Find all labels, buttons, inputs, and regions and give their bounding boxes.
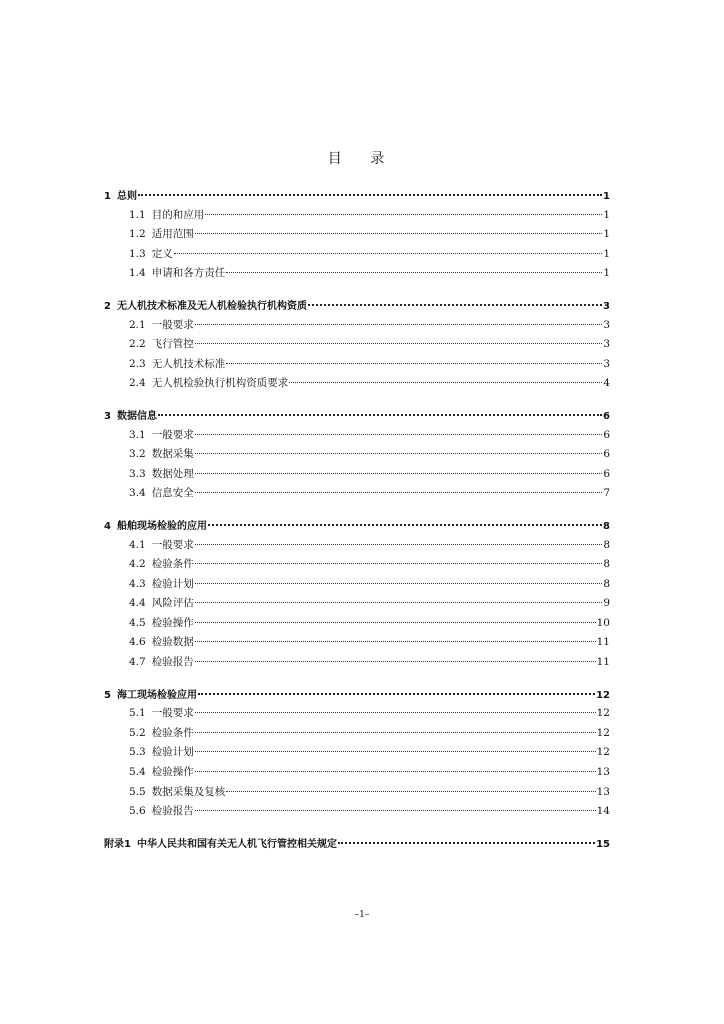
toc-entry-label: 总则	[116, 191, 137, 202]
toc-entry-number: 5.2	[129, 726, 146, 739]
toc-entry-number: 4.3	[129, 577, 146, 590]
toc-section	[104, 407, 610, 505]
toc-entry-page: 1	[603, 247, 610, 260]
toc-entry-label: 申请和各方责任	[151, 267, 226, 280]
toc-section	[104, 297, 610, 395]
toc-entry-page: 12	[596, 689, 610, 701]
toc-entry-page: 6	[603, 448, 610, 461]
toc-dot-leader	[195, 434, 603, 435]
toc-entry-page: 10	[596, 616, 610, 629]
toc-entry-label: 检验操作	[151, 616, 194, 629]
toc-entry-label: 无人机技术标准	[151, 357, 226, 370]
toc-entry-page: 1	[603, 191, 610, 202]
toc-chapter-entry[interactable]	[104, 407, 610, 427]
toc-entry-number: 2.3	[129, 357, 146, 370]
toc-subsection-entry[interactable]	[104, 634, 610, 654]
toc-section	[104, 686, 610, 823]
toc-dot-leader	[195, 661, 596, 662]
toc-dot-leader	[195, 324, 603, 325]
toc-entry-label: 数据处理	[151, 467, 194, 480]
toc-entry-number: 4.2	[129, 558, 146, 571]
toc-entry-number: 4.7	[129, 656, 146, 669]
toc-subsection-entry[interactable]	[104, 485, 610, 505]
toc-entry-label: 一般要求	[151, 318, 194, 331]
toc-subsection-entry[interactable]	[104, 356, 610, 376]
toc-entry-page: 13	[596, 766, 610, 779]
toc-subsection-entry[interactable]	[104, 615, 610, 635]
toc-dot-leader	[208, 524, 602, 526]
toc-entry-label: 适用范围	[151, 228, 194, 241]
toc-entry-number: 5.1	[129, 707, 146, 720]
toc-entry-label: 目的和应用	[151, 208, 205, 221]
toc-dot-leader	[195, 343, 603, 344]
toc-dot-leader	[195, 641, 596, 642]
toc-section	[104, 517, 610, 674]
toc-dot-leader	[195, 492, 603, 493]
toc-dot-leader	[195, 233, 603, 234]
toc-entry-label: 中华人民共和国有关无人机飞行管控相关规定	[136, 838, 337, 850]
toc-subsection-entry[interactable]	[104, 725, 610, 745]
toc-subsection-entry[interactable]	[104, 265, 610, 285]
toc-entry-label: 船舶现场检验的应用	[116, 520, 207, 532]
toc-entry-number: 4	[104, 520, 111, 532]
toc-entry-page: 3	[603, 338, 610, 351]
toc-entry-label: 海工现场检验应用	[116, 689, 197, 701]
toc-entry-label: 一般要求	[151, 428, 194, 441]
toc-entry-page: 15	[596, 838, 610, 850]
toc-entry-label: 信息安全	[151, 487, 194, 500]
toc-entry-label: 无人机检验执行机构资质要求	[151, 377, 289, 390]
toc-entry-page: 6	[603, 467, 610, 480]
toc-entry-number: 2.2	[129, 338, 146, 351]
toc-subsection-entry[interactable]	[104, 466, 610, 486]
toc-dot-leader	[195, 622, 596, 623]
toc-entry-label: 风险评估	[151, 597, 194, 610]
toc-chapter-entry[interactable]	[104, 517, 610, 537]
toc-entry-page: 14	[596, 805, 610, 818]
toc-title: 目 录	[327, 151, 397, 167]
toc-entry-page: 4	[603, 377, 610, 390]
toc-subsection-entry[interactable]	[104, 246, 610, 266]
toc-entry-number: 5.6	[129, 805, 146, 818]
toc-entry-label: 一般要求	[151, 538, 194, 551]
toc-dot-leader	[195, 583, 603, 584]
toc-subsection-entry[interactable]	[104, 654, 610, 674]
toc-entry-number: 1.2	[129, 228, 146, 241]
toc-entry-page: 12	[596, 707, 610, 720]
toc-entry-number: 附录1	[104, 838, 131, 850]
toc-entry-label: 检验条件	[151, 726, 194, 739]
toc-subsection-entry[interactable]	[104, 556, 610, 576]
toc-dot-leader	[338, 842, 595, 844]
toc-entry-number: 2.1	[129, 318, 146, 331]
toc-entry-number: 4.5	[129, 616, 146, 629]
toc-entry-label: 无人机技术标准及无人机检验执行机构资质	[116, 300, 307, 312]
toc-dot-leader	[195, 751, 596, 752]
toc-entry-number: 3.1	[129, 428, 146, 441]
toc-dot-leader	[226, 272, 602, 273]
toc-entry-number: 5.4	[129, 766, 146, 779]
toc-entry-number: 3.2	[129, 448, 146, 461]
toc-dot-leader	[195, 544, 603, 545]
toc-dot-leader	[195, 771, 596, 772]
toc-entry-page: 6	[603, 410, 610, 422]
toc-entry-number: 4.1	[129, 538, 146, 551]
toc-entry-page: 9	[603, 597, 610, 610]
toc-entry-number: 1	[104, 191, 111, 202]
toc-section	[104, 835, 610, 855]
toc-subsection-entry[interactable]	[104, 427, 610, 447]
toc-entry-page: 12	[596, 726, 610, 739]
toc-dot-leader	[195, 810, 596, 811]
toc-entry-number: 1.1	[129, 208, 146, 221]
toc-entry-page: 1	[603, 208, 610, 221]
toc-entry-page: 3	[603, 318, 610, 331]
toc-entry-page: 7	[603, 487, 610, 500]
toc-dot-leader	[158, 414, 602, 416]
toc-entry-page: 8	[603, 577, 610, 590]
toc-chapter-entry[interactable]	[104, 835, 610, 855]
toc-subsection-entry[interactable]	[104, 226, 610, 246]
toc-dot-leader	[198, 693, 595, 695]
toc-entry-label: 检验数据	[151, 636, 194, 649]
toc-dot-leader	[195, 732, 596, 733]
toc-entry-page: 8	[603, 520, 610, 532]
toc-subsection-entry[interactable]	[104, 764, 610, 784]
toc-entry-label: 数据采集	[151, 448, 194, 461]
toc-entry-number: 3	[104, 410, 111, 422]
toc-entry-page: 3	[603, 300, 610, 312]
toc-chapter-entry[interactable]	[104, 297, 610, 317]
toc-dot-leader	[195, 473, 603, 474]
toc-subsection-entry[interactable]	[104, 576, 610, 596]
toc-subsection-entry[interactable]	[104, 595, 610, 615]
toc-dot-leader	[195, 712, 596, 713]
toc-entry-page: 13	[596, 785, 610, 798]
toc-entry-page: 1	[603, 267, 610, 280]
toc-entry-number: 3.4	[129, 487, 146, 500]
toc-subsection-entry[interactable]	[104, 207, 610, 227]
toc-entry-number: 5	[104, 689, 111, 701]
toc-dot-leader	[308, 304, 602, 306]
toc-entry-number: 5.5	[129, 785, 146, 798]
toc-dot-leader	[226, 363, 602, 364]
toc-subsection-entry[interactable]	[104, 744, 610, 764]
toc-subsection-entry[interactable]	[104, 537, 610, 557]
toc-entry-page: 12	[596, 746, 610, 759]
toc-dot-leader	[205, 214, 602, 215]
toc-entry-label: 飞行管控	[151, 338, 194, 351]
toc-section	[104, 187, 610, 285]
toc-entry-number: 3.3	[129, 467, 146, 480]
page-number: –1–	[354, 910, 370, 920]
toc-dot-leader	[195, 563, 603, 564]
toc-dot-leader	[138, 194, 602, 196]
toc-entry-label: 数据信息	[116, 410, 157, 422]
toc-subsection-entry[interactable]	[104, 784, 610, 804]
toc-subsection-entry[interactable]	[104, 446, 610, 466]
toc-entry-page: 8	[603, 538, 610, 551]
toc-dot-leader	[195, 453, 603, 454]
toc-entry-page: 11	[596, 636, 610, 649]
toc-subsection-entry[interactable]	[104, 705, 610, 725]
toc-subsection-entry[interactable]	[104, 317, 610, 337]
toc-entry-page: 11	[596, 656, 610, 669]
toc-chapter-entry[interactable]	[104, 686, 610, 706]
toc-entry-page: 1	[603, 228, 610, 241]
toc-entry-number: 4.4	[129, 597, 146, 610]
toc-entry-label: 检验计划	[151, 746, 194, 759]
toc-entry-number: 4.6	[129, 636, 146, 649]
toc-entry-label: 检验条件	[151, 558, 194, 571]
toc-subsection-entry[interactable]	[104, 375, 610, 395]
toc-entry-number: 2	[104, 300, 111, 312]
toc-dot-leader	[174, 253, 603, 254]
toc-entry-number: 1.3	[129, 247, 146, 260]
toc-entry-label: 检验计划	[151, 577, 194, 590]
toc-entry-page: 3	[603, 357, 610, 370]
toc-entry-number: 5.3	[129, 746, 146, 759]
toc-entry-number: 2.4	[129, 377, 146, 390]
toc-subsection-entry[interactable]	[104, 336, 610, 356]
toc-chapter-entry[interactable]	[104, 187, 610, 207]
toc-dot-leader	[226, 791, 595, 792]
toc-subsection-entry[interactable]	[104, 803, 610, 823]
toc-entry-label: 检验操作	[151, 766, 194, 779]
toc-entry-label: 定义	[151, 247, 173, 260]
toc-entry-label: 检验报告	[151, 805, 194, 818]
toc-entry-page: 8	[603, 558, 610, 571]
toc-entry-page: 6	[603, 428, 610, 441]
toc-entry-label: 一般要求	[151, 707, 194, 720]
toc-dot-leader	[195, 602, 603, 603]
table-of-contents	[104, 187, 610, 866]
toc-dot-leader	[289, 382, 602, 383]
toc-entry-number: 1.4	[129, 267, 146, 280]
toc-entry-label: 数据采集及复核	[151, 785, 226, 798]
toc-entry-label: 检验报告	[151, 656, 194, 669]
